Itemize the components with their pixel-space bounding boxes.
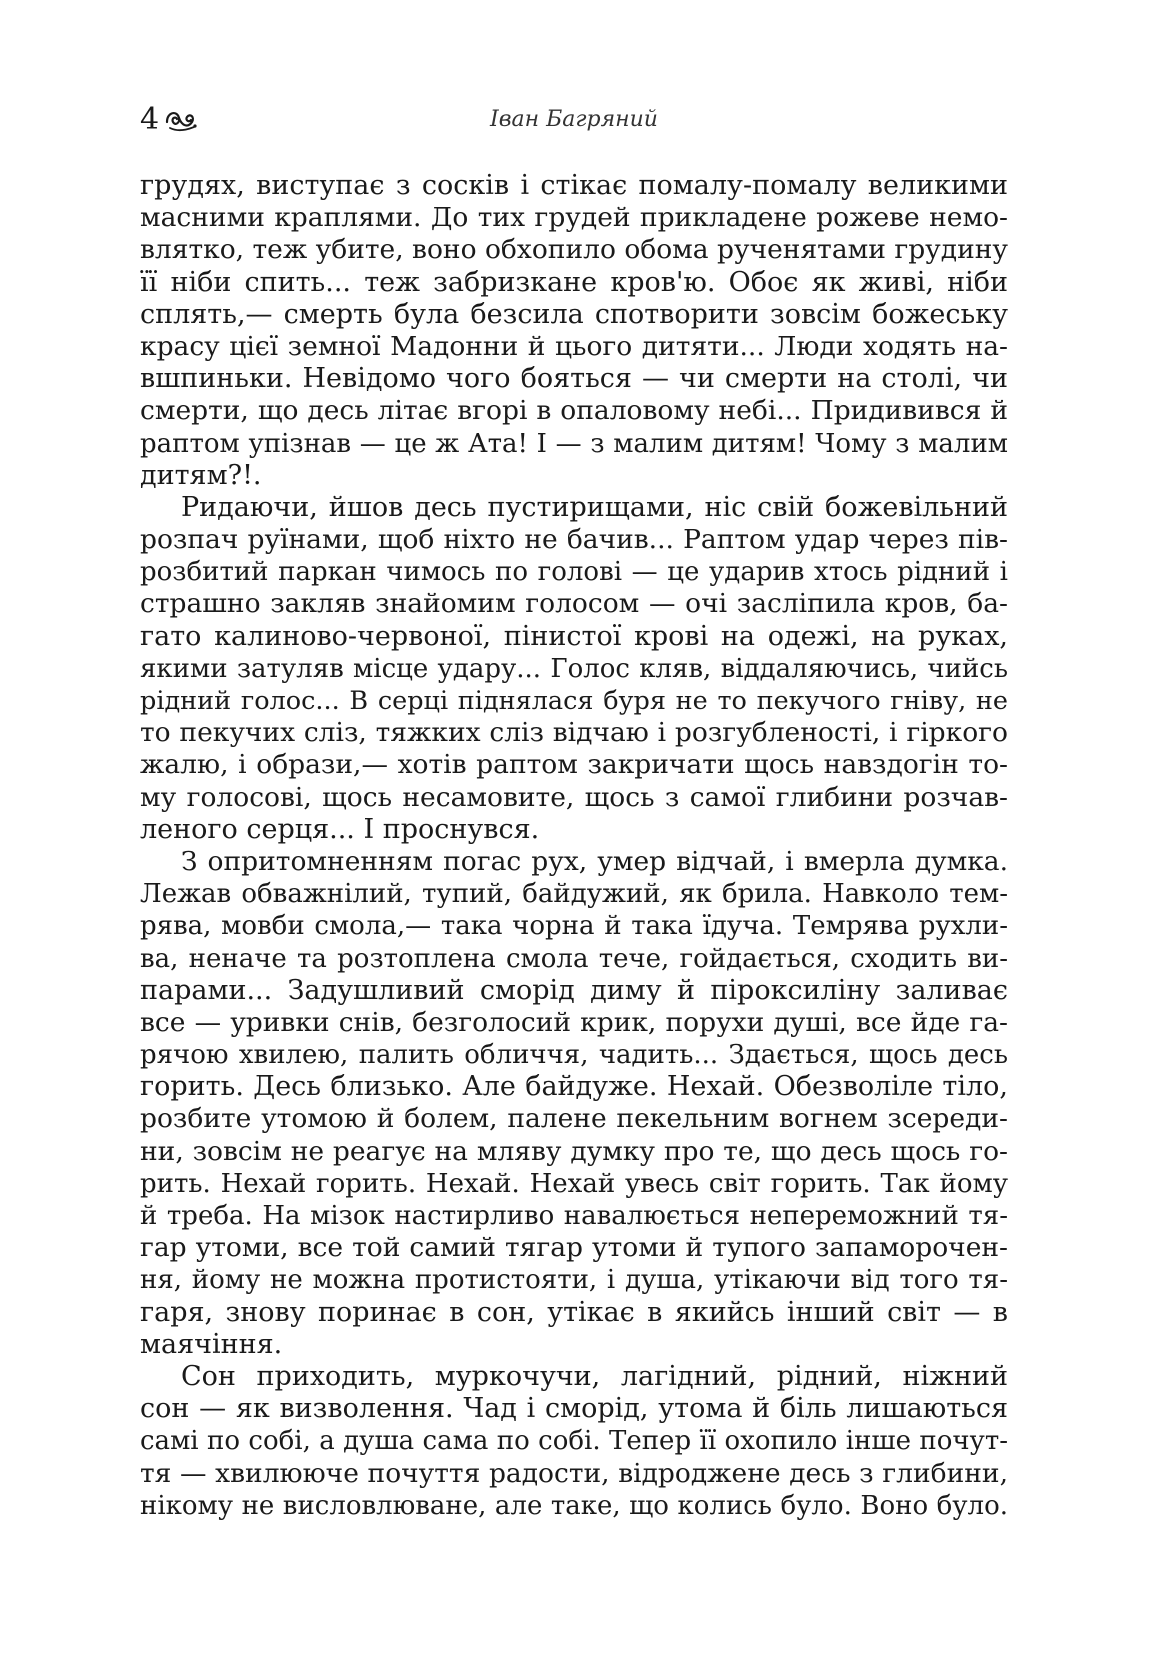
text-line: сон — як визволення. Чад і сморід, утома й біль лишаються xyxy=(140,1393,1008,1425)
text-line: раптом упізнав — це ж Ата! І — з малим дитям! Чому з малим xyxy=(140,428,1008,459)
text-line: му голосові, щось несамовите, щось з самої глибини розчав- xyxy=(140,781,1008,813)
text-line: дитям?!. xyxy=(140,459,262,491)
page-number: 4 xyxy=(140,102,160,137)
text-line: ня, йому не можна протистояти, і душа, утікаючи від того тя- xyxy=(140,1265,1008,1296)
text-line: жалю, і образи,— хотів раптом закричати щось навздогін то- xyxy=(140,749,1008,781)
text-line: тя — хвилююче почуття радости, відроджене десь з глибини, xyxy=(140,1457,1008,1489)
text-line: ни, зовсім не реагує на мляву думку про те, що десь щось го- xyxy=(140,1135,1008,1167)
text-line: красу цієї земної Мадонни й цього дитяти... Люди ходять на- xyxy=(140,330,1008,362)
text-line: маячіння. xyxy=(140,1328,283,1360)
text-line: вшпиньки. Невідомо чого бояться — чи смерти на столі, чи xyxy=(140,363,1008,395)
text-line: нікому не висловлюване, але таке, що колись було. Воно було. xyxy=(140,1490,1008,1521)
text-line: все — уривки снів, безголосий крик, порухи душі, все йде га- xyxy=(140,1006,1008,1038)
text-line: розбитий паркан чимось по голові — це ударив хтось рідний і xyxy=(140,557,1008,588)
text-line: то пекучих сліз, тяжких сліз відчаю і розгубленості, і гіркого xyxy=(140,717,1008,749)
text-line: рідний голос... В серці піднялася буря не то пекучого гніву, не xyxy=(140,686,1008,716)
text-line: ва, неначе та розтоплена смола тече, гойдається, сходить ви- xyxy=(140,943,1008,974)
text-line: смерти, що десь літає вгорі в опаловому небі... Придивився й xyxy=(140,395,1008,427)
text-line: Ридаючи, йшов десь пустирищами, ніс свій божевільний xyxy=(181,491,1008,523)
text-line: рява, мовби смола,— така чорна й така їдуча. Темрява рухли- xyxy=(140,911,1008,942)
text-line: її ніби спить... теж забризкане кров'ю. Обоє як живі, ніби xyxy=(140,266,1008,298)
text-line: грудях, виступає з сосків і стікає помалу-помалу великими xyxy=(140,170,1008,201)
text-line: Сон приходить, муркочучи, лагідний, рідний, ніжний xyxy=(181,1360,1008,1392)
text-line: гато калиново-червоної, пінистої крові на одежі, на руках, xyxy=(140,620,1008,652)
text-line: рячою хвилею, палить обличчя, чадить... Здається, щось десь xyxy=(140,1040,1008,1071)
text-line: З опритомненням погас рух, умер відчай, і вмерла думка. xyxy=(181,845,1008,877)
text-line: страшно закляв знайомим голосом — очі засліпила кров, ба- xyxy=(140,588,1008,620)
text-line: гар утоми, все той самий тягар утоми й тупого запаморочен- xyxy=(140,1232,1008,1264)
text-line: парами... Задушливий сморід диму й піроксиліну заливає xyxy=(140,974,1008,1006)
text-line: сплять,— смерть була безсила спотворити зовсім божеську xyxy=(140,298,1008,330)
text-line: самі по собі, а душа сама по собі. Тепер її охопило інше почут- xyxy=(140,1426,1008,1457)
text-line: розбите утомою й болем, палене пекельним вогнем зсереди- xyxy=(140,1103,1008,1135)
text-line: й треба. На мізок настирливо навалюється непереможний тя- xyxy=(140,1201,1008,1231)
text-line: розпач руїнами, щоб ніхто не бачив... Раптом удар через пів- xyxy=(140,524,1008,556)
text-line: масними краплями. До тих грудей прикладене рожеве немо- xyxy=(140,202,1008,234)
text-line: якими затуляв місце удару... Голос кляв, віддаляючись, чийсь xyxy=(140,653,1008,684)
text-line: Лежав обважнілий, тупий, байдужий, як брила. Навколо тем- xyxy=(140,879,1008,910)
text-line: гаря, знову поринає в сон, утікає в якийсь інший світ — в xyxy=(140,1296,1008,1328)
running-title: Іван Багряний xyxy=(490,107,658,132)
text-line: влятко, теж убите, воно обхопило обома рученятами грудину xyxy=(140,234,1008,266)
running-head xyxy=(140,100,1008,140)
text-line: леного серця... І проснувся. xyxy=(140,813,540,845)
body-text xyxy=(140,170,1008,1522)
text-line: рить. Нехай горить. Нехай. Нехай увесь світ горить. Так йому xyxy=(140,1168,1008,1199)
text-line: горить. Десь близько. Але байдуже. Нехай. Обезволіле тіло, xyxy=(140,1071,1008,1103)
